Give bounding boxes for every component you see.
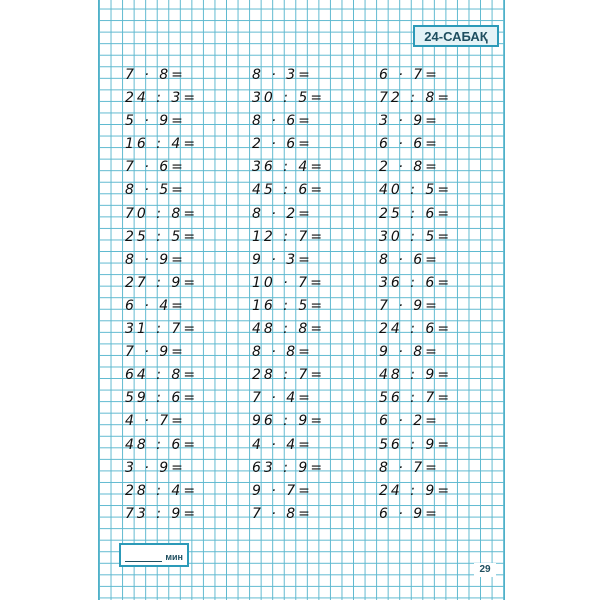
exercise-item: 64 : 8=: [125, 367, 199, 384]
exercise-item: 56 : 7=: [379, 390, 453, 407]
exercise-item: 9 · 7=: [252, 482, 313, 499]
exercise-item: 56 : 9=: [379, 436, 453, 453]
exercise-item: 24 : 6=: [379, 321, 453, 338]
exercise-item: 8 · 9=: [125, 251, 186, 268]
time-field[interactable]: [119, 543, 189, 567]
exercise-item: 63 : 9=: [252, 459, 326, 476]
exercise-item: 30 : 5=: [379, 228, 453, 245]
exercise-item: 8 · 7=: [379, 459, 440, 476]
exercise-column-3: [379, 64, 489, 526]
exercise-item: 2 · 8=: [379, 159, 440, 176]
exercise-item: 16 : 5=: [252, 297, 326, 314]
exercise-item: 96 : 9=: [252, 413, 326, 430]
exercise-item: 16 : 4=: [125, 136, 199, 153]
exercise-item: 28 : 7=: [252, 367, 326, 384]
exercise-item: 36 : 6=: [379, 274, 453, 291]
exercise-item: 7 · 8=: [125, 67, 186, 83]
workbook-page: [98, 0, 505, 600]
exercise-item: 8 · 3=: [252, 67, 313, 83]
exercise-item: 8 · 6=: [379, 251, 440, 268]
exercise-column-2: [252, 64, 362, 526]
exercise-item: 7 · 4=: [252, 390, 313, 407]
exercise-item: 6 · 4=: [125, 297, 186, 314]
exercise-column-1: [125, 64, 235, 526]
exercise-item: 36 : 4=: [252, 159, 326, 176]
time-blank-line: [125, 560, 162, 562]
exercise-item: 4 · 4=: [252, 436, 313, 453]
exercise-item: 31 : 7=: [125, 321, 199, 338]
exercise-item: 48 : 6=: [125, 436, 199, 453]
exercise-item: 48 : 8=: [252, 321, 326, 338]
exercise-item: 28 : 4=: [125, 482, 199, 499]
exercise-item: 8 · 5=: [125, 182, 186, 199]
exercise-item: 45 : 6=: [252, 182, 326, 199]
exercise-item: 3 · 9=: [125, 459, 186, 476]
exercise-item: 6 · 2=: [379, 413, 440, 430]
exercise-item: 6 · 6=: [379, 136, 440, 153]
time-unit-label: мин: [165, 552, 183, 562]
page-number: 29: [474, 563, 496, 577]
exercise-item: 3 · 9=: [379, 113, 440, 130]
exercise-item: 2 · 6=: [252, 136, 313, 153]
exercise-item: 24 : 3=: [125, 90, 199, 107]
exercise-item: 40 : 5=: [379, 182, 453, 199]
exercise-item: 8 · 8=: [252, 344, 313, 361]
exercise-item: 25 : 5=: [125, 228, 199, 245]
exercise-item: 10 · 7=: [252, 274, 325, 291]
exercise-item: 27 : 9=: [125, 274, 199, 291]
exercise-item: 8 · 2=: [252, 205, 313, 222]
exercise-item: 59 : 6=: [125, 390, 199, 407]
lesson-title: 24-САБАҚ: [413, 25, 499, 47]
exercise-item: 24 : 9=: [379, 482, 453, 499]
exercise-item: 7 · 9=: [125, 344, 186, 361]
exercise-grid: [125, 64, 453, 534]
exercise-item: 5 · 9=: [125, 113, 186, 130]
exercise-item: 72 : 8=: [379, 90, 453, 107]
exercise-item: 9 · 3=: [252, 251, 313, 268]
exercise-item: 7 · 9=: [379, 297, 440, 314]
exercise-item: 48 : 9=: [379, 367, 453, 384]
exercise-item: 30 : 5=: [252, 90, 326, 107]
exercise-item: 12 : 7=: [252, 228, 326, 245]
exercise-item: 70 : 8=: [125, 205, 199, 222]
exercise-item: 9 · 8=: [379, 344, 440, 361]
exercise-item: 7 · 6=: [125, 159, 186, 176]
exercise-item: 25 : 6=: [379, 205, 453, 222]
exercise-item: 6 · 9=: [379, 505, 440, 522]
exercise-item: 73 : 9=: [125, 505, 199, 522]
exercise-item: 6 · 7=: [379, 67, 440, 83]
exercise-item: 4 · 7=: [125, 413, 186, 430]
exercise-item: 8 · 6=: [252, 113, 313, 130]
exercise-item: 7 · 8=: [252, 505, 313, 522]
